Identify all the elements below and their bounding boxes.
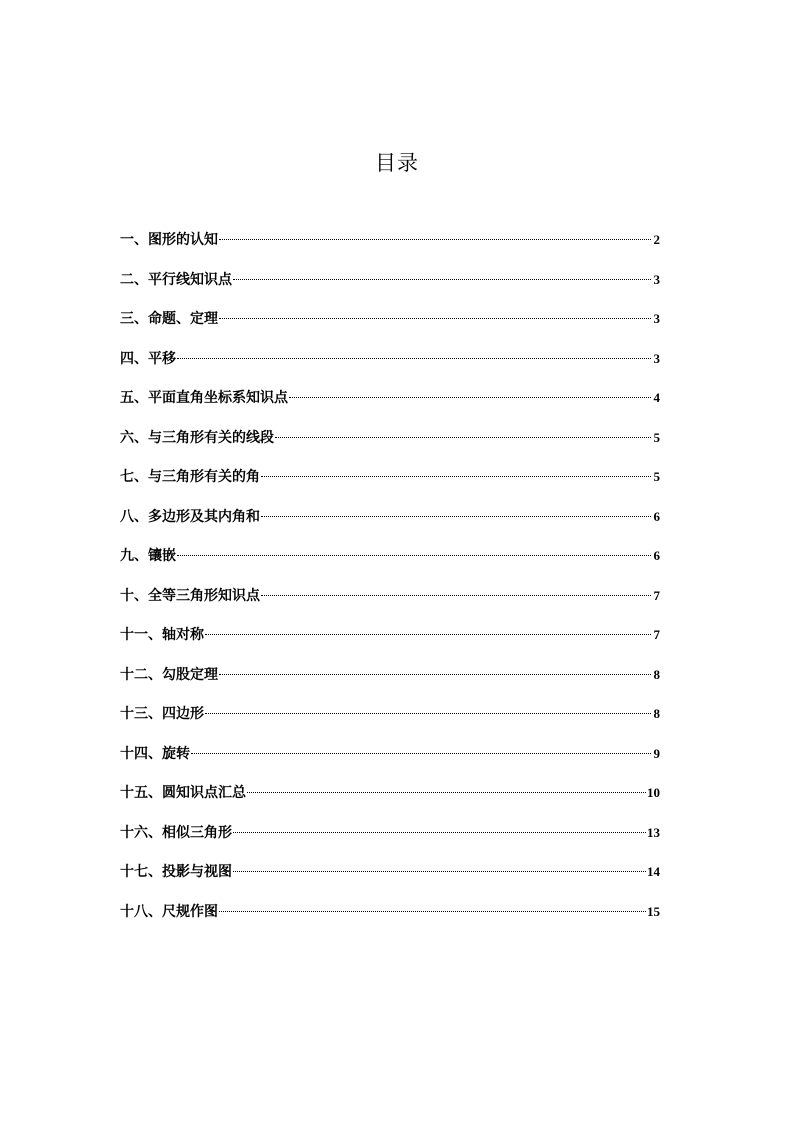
toc-dot-leader bbox=[261, 595, 651, 596]
toc-entry-label: 十五、圆知识点汇总 bbox=[120, 785, 246, 801]
toc-entry-page: 9 bbox=[653, 745, 660, 761]
toc-dot-leader bbox=[219, 239, 651, 240]
toc-entry-page: 7 bbox=[653, 587, 660, 603]
toc-entry-label: 三、命题、定理 bbox=[120, 311, 218, 327]
toc-dot-leader bbox=[275, 437, 651, 438]
toc-entry-label: 九、镶嵌 bbox=[120, 548, 176, 564]
toc-entry-page: 2 bbox=[653, 232, 660, 247]
toc-entry-label: 二、平行线知识点 bbox=[120, 271, 232, 288]
toc-dot-leader bbox=[219, 911, 646, 912]
table-of-contents bbox=[120, 230, 660, 941]
toc-entry-page: 6 bbox=[653, 508, 660, 524]
toc-entry-page: 6 bbox=[653, 548, 660, 563]
toc-entry[interactable] bbox=[120, 744, 660, 764]
page-title: 目录 bbox=[375, 151, 419, 175]
toc-entry-page: 15 bbox=[647, 903, 660, 919]
toc-entry[interactable] bbox=[120, 270, 660, 290]
toc-entry-page: 5 bbox=[653, 469, 660, 484]
toc-dot-leader bbox=[177, 555, 651, 556]
toc-entry-label: 七、与三角形有关的角 bbox=[120, 469, 260, 485]
toc-entry-page: 3 bbox=[653, 311, 660, 326]
toc-entry[interactable] bbox=[120, 665, 660, 685]
toc-entry-page: 3 bbox=[653, 350, 660, 366]
toc-entry-page: 10 bbox=[647, 785, 660, 800]
toc-dot-leader bbox=[261, 476, 651, 477]
toc-entry[interactable] bbox=[120, 902, 660, 922]
toc-entry-label: 十二、勾股定理 bbox=[120, 666, 218, 683]
toc-entry-page: 3 bbox=[653, 271, 660, 287]
toc-dot-leader bbox=[233, 832, 646, 833]
toc-entry-label: 八、多边形及其内角和 bbox=[120, 508, 260, 525]
toc-dot-leader bbox=[289, 397, 651, 398]
toc-entry[interactable] bbox=[120, 783, 660, 803]
toc-dot-leader bbox=[205, 713, 651, 714]
toc-dot-leader bbox=[247, 792, 646, 793]
toc-entry-label: 五、平面直角坐标系知识点 bbox=[120, 390, 288, 406]
toc-entry[interactable] bbox=[120, 507, 660, 527]
toc-dot-leader bbox=[191, 753, 651, 754]
toc-entry[interactable] bbox=[120, 309, 660, 329]
toc-entry[interactable] bbox=[120, 230, 660, 250]
toc-entry[interactable] bbox=[120, 823, 660, 843]
toc-dot-leader bbox=[177, 358, 651, 359]
toc-entry[interactable] bbox=[120, 704, 660, 724]
toc-entry-label: 十八、尺规作图 bbox=[120, 903, 218, 920]
toc-entry[interactable] bbox=[120, 388, 660, 408]
toc-entry-page: 13 bbox=[647, 824, 660, 840]
toc-entry-page: 7 bbox=[653, 627, 660, 642]
toc-dot-leader bbox=[219, 318, 651, 319]
toc-entry-label: 一、图形的认知 bbox=[120, 232, 218, 248]
toc-entry[interactable] bbox=[120, 428, 660, 448]
toc-entry-label: 十六、相似三角形 bbox=[120, 824, 232, 841]
toc-dot-leader bbox=[261, 516, 651, 517]
toc-entry[interactable] bbox=[120, 625, 660, 645]
toc-entry-label: 十、全等三角形知识点 bbox=[120, 587, 260, 604]
toc-entry[interactable] bbox=[120, 586, 660, 606]
toc-entry[interactable] bbox=[120, 546, 660, 566]
toc-entry-label: 十三、四边形 bbox=[120, 706, 204, 722]
toc-entry-label: 十一、轴对称 bbox=[120, 627, 204, 643]
toc-entry-page: 4 bbox=[653, 390, 660, 405]
toc-entry-label: 四、平移 bbox=[120, 350, 176, 367]
toc-entry-page: 8 bbox=[653, 666, 660, 682]
toc-dot-leader bbox=[205, 634, 651, 635]
toc-entry-page: 8 bbox=[653, 706, 660, 721]
toc-entry-page: 5 bbox=[653, 429, 660, 445]
toc-entry[interactable] bbox=[120, 862, 660, 882]
toc-entry-page: 14 bbox=[647, 864, 660, 879]
toc-dot-leader bbox=[233, 871, 646, 872]
toc-entry-label: 六、与三角形有关的线段 bbox=[120, 429, 274, 446]
toc-entry-label: 十七、投影与视图 bbox=[120, 864, 232, 880]
toc-entry[interactable] bbox=[120, 349, 660, 369]
toc-entry[interactable] bbox=[120, 467, 660, 487]
toc-entry-label: 十四、旋转 bbox=[120, 745, 190, 762]
toc-dot-leader bbox=[219, 674, 651, 675]
toc-dot-leader bbox=[233, 279, 651, 280]
